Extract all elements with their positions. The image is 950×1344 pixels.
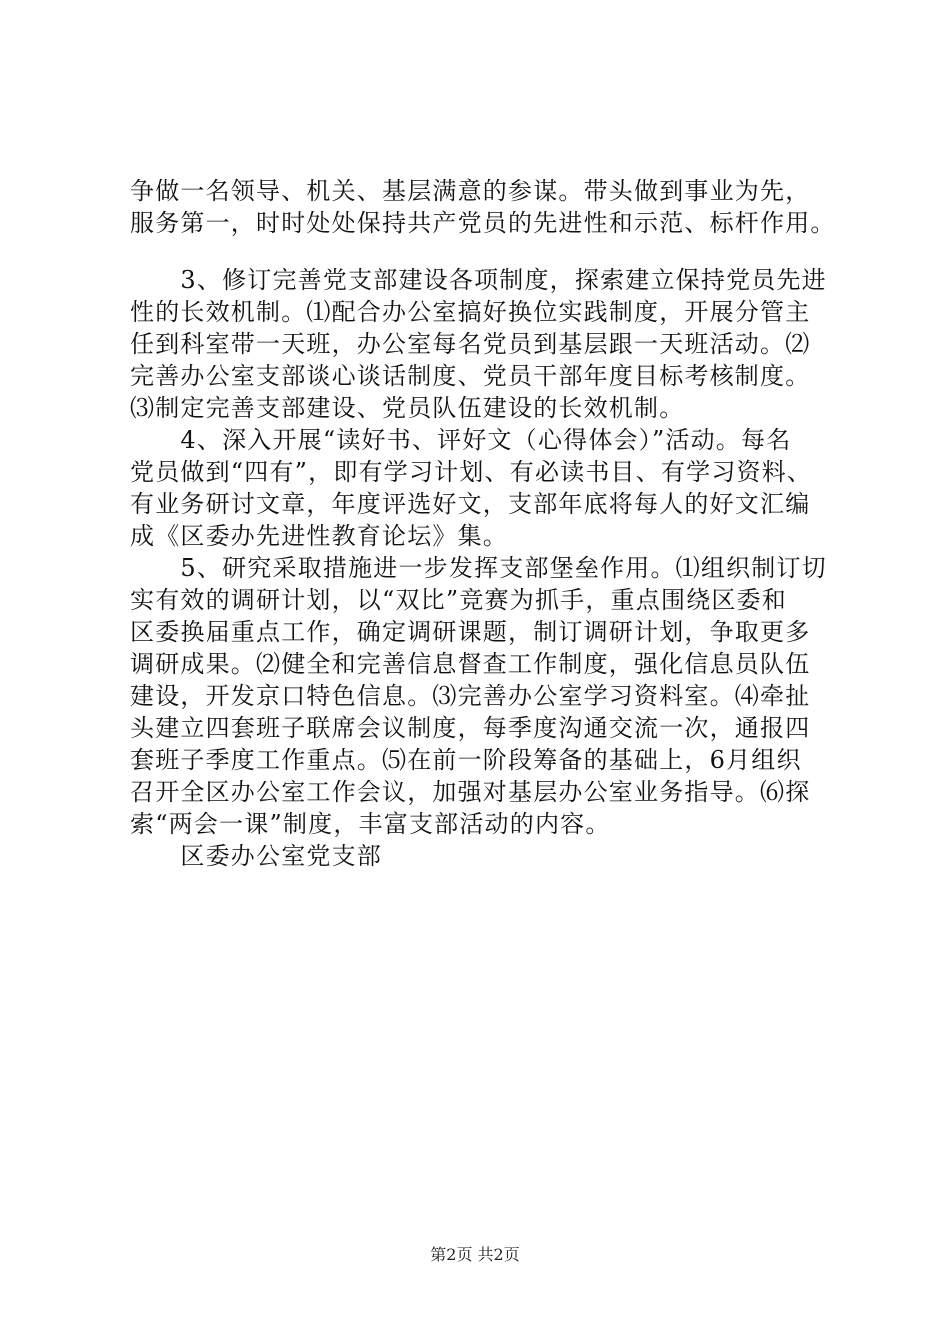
body-line-11: 成《区委办先进性教育论坛》集。 [130,522,508,550]
signature-line: 区委办公室党支部 [130,842,382,870]
body-line-2: 服务第一，时时处处保持共产党员的先进性和示范、标杆作用。 [130,209,836,237]
body-line-4: 性的长效机制。⑴配合办公室搞好换位实践制度，开展分管主 [130,298,811,326]
body-line-15: 调研成果。⑵健全和完善信息督查工作制度，强化信息员队伍 [130,650,811,678]
body-line-6: 完善办公室支部谈心谈话制度、党员干部年度目标考核制度。 [130,362,811,390]
body-line-13: 实有效的调研计划，以“双比”竞赛为抓手，重点围绕区委和 [130,586,787,614]
body-line-18: 套班子季度工作重点。⑸在前一阶段筹备的基础上，6月组织 [130,746,802,774]
body-line-5: 任到科室带一天班，办公室每名党员到基层跟一天班活动。⑵ [130,330,811,358]
body-line-1: 争做一名领导、机关、基层满意的参谋。带头做到事业为先， [130,177,811,205]
body-line-14: 区委换届重点工作，确定调研课题，制订调研计划，争取更多 [130,618,811,646]
body-line-9: 党员做到“四有”，即有学习计划、有必读书目、有学习资料、 [130,458,813,486]
page-number-footer: 第2页 共2页 [430,1245,520,1264]
body-line-3: 3、修订完善党支部建设各项制度，探索建立保持党员先进 [130,266,827,294]
body-line-7: ⑶制定完善支部建设、党员队伍建设的长效机制。 [130,394,685,422]
body-line-16: 建设，开发京口特色信息。⑶完善办公室学习资料室。⑷牵扯 [130,682,811,710]
body-line-8: 4、深入开展“读好书、评好文（心得体会）”活动。每名 [130,426,792,454]
body-line-20: 索“两会一课”制度，丰富支部活动的内容。 [130,810,611,838]
body-line-19: 召开全区办公室工作会议，加强对基层办公室业务指导。⑹探 [130,778,811,806]
body-line-17: 头建立四套班子联席会议制度，每季度沟通交流一次，通报四 [130,714,811,742]
body-line-10: 有业务研讨文章，年度评选好文，支部年底将每人的好文汇编 [130,490,811,518]
body-line-12: 5、研究采取措施进一步发挥支部堡垒作用。⑴组织制订切 [130,554,827,582]
